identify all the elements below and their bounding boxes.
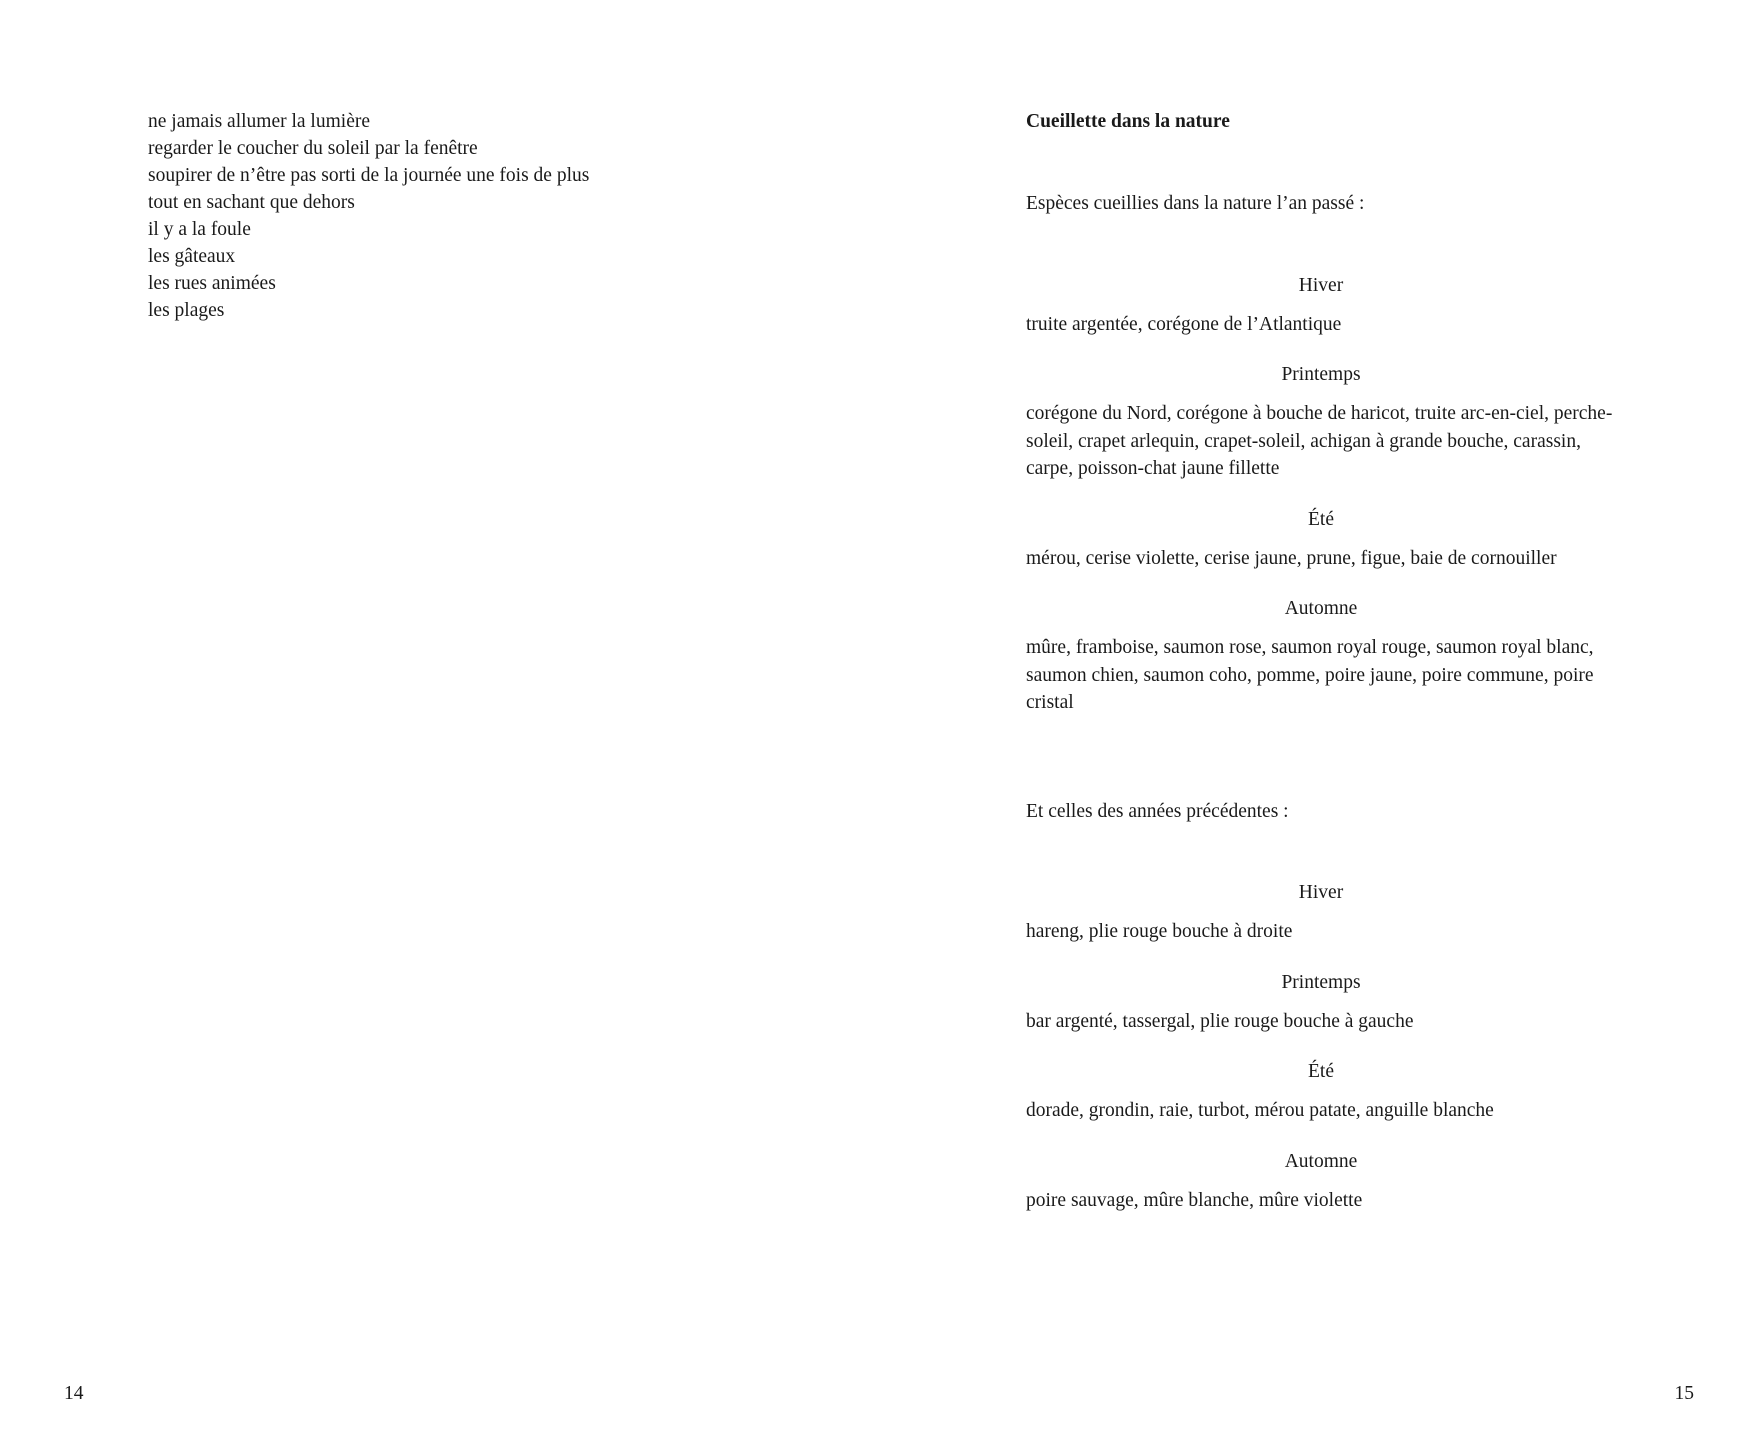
season-block-summer: [1026, 506, 1616, 573]
poem-line: il y a la foule: [148, 219, 251, 240]
season-block-summer: [1026, 1058, 1616, 1125]
species-list: poire sauvage, mûre blanche, mûre violette: [1026, 1189, 1363, 1211]
season-block-spring: [1026, 361, 1616, 483]
last-year-list: [1026, 272, 1616, 717]
previous-years-list: [1026, 879, 1616, 1214]
season-heading: Automne: [1284, 1150, 1358, 1172]
intro-last-year: Espèces cueillies dans la nature l’an passé :: [1026, 193, 1365, 214]
poem-line: les rues animées: [148, 273, 276, 294]
poem-line: regarder le coucher du soleil par la fenêtre: [148, 138, 478, 159]
season-block-winter: [1026, 879, 1616, 946]
poem-line: soupirer de n’être pas sorti de la journée une fois de plus: [148, 165, 590, 186]
species-list: corégone du Nord, corégone à bouche de haricot, truite arc-en-ciel, perche-soleil, crapet arlequin, crapet-soleil, achigan à grande bouche, carassin, carpe, poisson-chat jaune fillette: [1026, 403, 1613, 479]
season-block-autumn: [1026, 595, 1616, 717]
season-heading: Hiver: [1298, 274, 1344, 296]
season-block-winter: [1026, 272, 1616, 339]
season-heading: Été: [1308, 1061, 1334, 1082]
foraging-section: [1026, 108, 1616, 1214]
species-list: mérou, cerise violette, cerise jaune, prune, figue, baie de cornouiller: [1026, 547, 1557, 569]
season-block-spring: [1026, 969, 1616, 1036]
section-title: Cueillette dans la nature: [1026, 111, 1230, 132]
poem-line: les plages: [148, 300, 225, 321]
season-heading: Printemps: [1281, 364, 1361, 385]
species-list: mûre, framboise, saumon rose, saumon royal rouge, saumon royal blanc, saumon chien, saumon coho, pomme, poire jaune, poire commune, poire cristal: [1026, 637, 1594, 713]
poem-line: les gâteaux: [148, 246, 236, 267]
season-block-autumn: [1026, 1148, 1616, 1215]
right-page: [874, 0, 1748, 1447]
intro-previous-years: Et celles des années précédentes :: [1026, 800, 1289, 822]
season-heading: Automne: [1284, 598, 1358, 619]
page-number-right: 15: [1674, 1383, 1694, 1404]
species-list: truite argentée, corégone de l’Atlantique: [1026, 313, 1342, 335]
species-list: dorade, grondin, raie, turbot, mérou patate, anguille blanche: [1026, 1100, 1494, 1121]
species-list: bar argenté, tassergal, plie rouge bouche à gauche: [1026, 1010, 1414, 1032]
season-heading: Printemps: [1281, 971, 1361, 993]
poem-line: ne jamais allumer la lumière: [148, 111, 370, 132]
page-number-left: 14: [64, 1383, 84, 1404]
poem-line: tout en sachant que dehors: [148, 192, 355, 213]
poem: [148, 108, 589, 324]
season-heading: Hiver: [1298, 882, 1344, 903]
species-list: hareng, plie rouge bouche à droite: [1026, 921, 1293, 942]
season-heading: Été: [1308, 508, 1334, 530]
